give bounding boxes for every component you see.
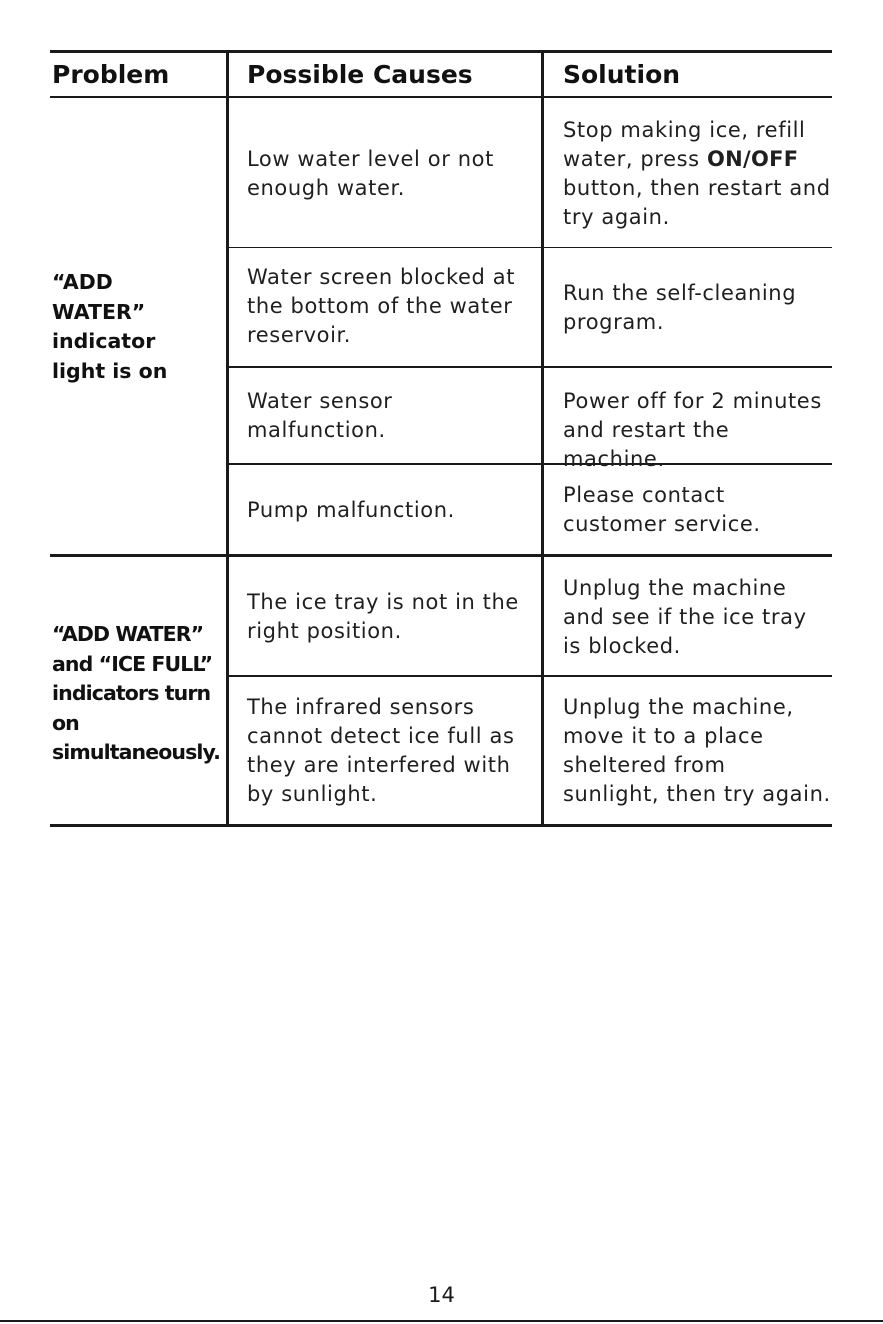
column-divider-2 bbox=[541, 50, 544, 827]
header-solution: Solution bbox=[563, 60, 681, 89]
header-possible-causes: Possible Causes bbox=[247, 60, 473, 89]
page-bottom-rule bbox=[0, 1320, 883, 1322]
cause-infrared-sunlight: The infrared sensors cannot detect ice full as they are interfered with by sunlight. bbox=[247, 695, 515, 806]
on-off-button-label: ON/OFF bbox=[706, 147, 799, 171]
page-number: 14 bbox=[428, 1283, 455, 1307]
table-top-rule bbox=[50, 50, 832, 53]
cause-pump: Pump malfunction. bbox=[247, 498, 455, 522]
cause-low-water: Low water level or not enough water. bbox=[247, 147, 494, 200]
row-separator bbox=[229, 366, 832, 368]
cause-water-screen-blocked: Water screen blocked at the bottom of the water reservoir. bbox=[247, 265, 516, 347]
solution-check-ice-tray: Unplug the machine and see if the ice tray is blocked. bbox=[563, 576, 807, 658]
solution-text: Stop making ice, refill water, press bbox=[563, 118, 806, 171]
column-divider-1 bbox=[226, 50, 229, 827]
header-problem: Problem bbox=[52, 60, 170, 89]
table-bottom-rule bbox=[50, 824, 832, 827]
header-bottom-rule bbox=[50, 96, 832, 98]
solution-refill-water bbox=[563, 116, 831, 232]
troubleshooting-table bbox=[50, 50, 832, 827]
solution-move-from-sunlight: Unplug the machine, move it to a place sheltered from sunlight, then try again. bbox=[563, 695, 831, 806]
solution-contact-service: Please contact customer service. bbox=[563, 483, 761, 536]
group-separator bbox=[50, 554, 832, 557]
cause-ice-tray-position: The ice tray is not in the right position. bbox=[247, 590, 519, 643]
solution-self-cleaning: Run the self-cleaning program. bbox=[563, 281, 797, 334]
solution-text: button, then restart and try again. bbox=[563, 176, 831, 229]
row-separator bbox=[229, 247, 832, 248]
problem-add-water: “ADD WATER” indicator light is on bbox=[52, 270, 168, 383]
solution-power-off: Power off for 2 minutes and restart the machine. bbox=[563, 389, 822, 471]
row-separator bbox=[229, 675, 832, 677]
problem-add-water-ice-full: “ADD WATER” and “ICE FULL” indicators turn on simultaneously. bbox=[52, 622, 221, 764]
cause-water-sensor: Water sensor malfunction. bbox=[247, 389, 393, 442]
